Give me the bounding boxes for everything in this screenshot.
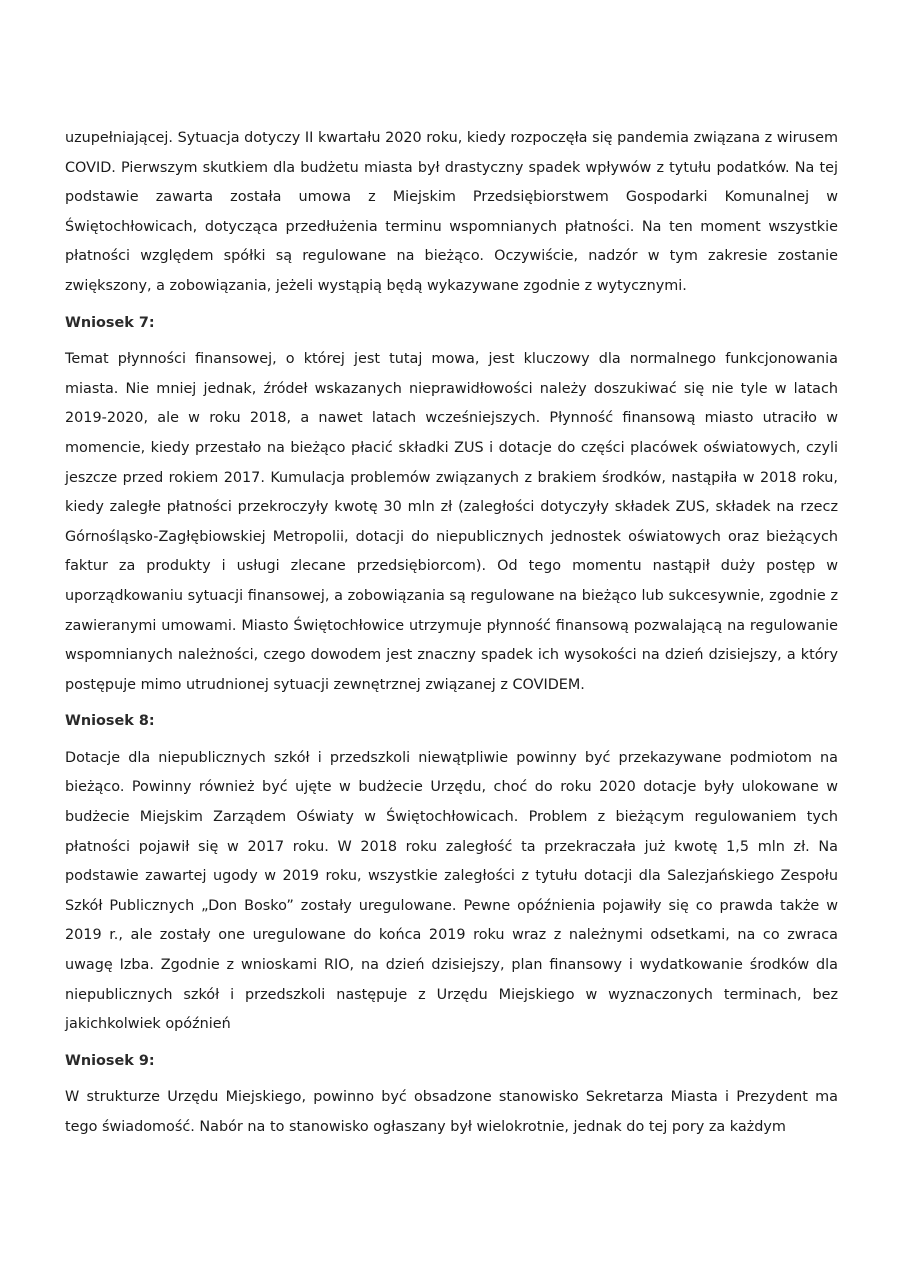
heading-wniosek-7: Wniosek 7: — [65, 314, 155, 331]
paragraph-wniosek-9: W strukturze Urzędu Miejskiego, powinno być obsadzone stanowisko Sekretarza Miasta i Prezydent ma tego świadomość. Nabór na to stanowisko ogłaszany był wielokrotnie, jednak do tej pory za każdym — [65, 1089, 838, 1135]
paragraph-wniosek-7: Temat płynności finansowej, o której jest tutaj mowa, jest kluczowy dla normalnego funkcjonowania miasta. Nie mniej jednak, źródeł wskazanych nieprawidłowości należy doszukiwać się nie tyle w latach 2019-2020, ale w roku 2018, a nawet latach wcześniejszych. Płynność finansową miasto utraciło w momencie, kiedy przestało na bieżąco płacić składki ZUS i dotacje do części placówek oświatowych, czyli jeszcze przed rokiem 2017. Kumulacja problemów związanych z brakiem środków, nastąpiła w 2018 roku, kiedy zaległe płatności przekroczyły kwotę 30 mln zł (zaległości dotyczyły składek ZUS, składek na rzecz Górnośląsko-Zagłębiowskiej Metropolii, dotacji do niepublicznych jednostek oświatowych oraz bieżących faktur za produkty i usługi zlecane przedsiębiorcom). Od tego momentu nastąpił duży postęp w uporządkowaniu sytuacji finansowej, a zobowiązania są regulowane na bieżąco lub sukcesywnie, zgodnie z zawieranymi umowami. Miasto Świętochłowice utrzymuje płynność finansową pozwalającą na regulowanie wspomnianych należności, czego dowodem jest znaczny spadek ich wysokości na dzień dzisiejszy, a który postępuje mimo utrudnionej sytuacji zewnętrznej związanej z COVIDEM. — [65, 351, 838, 693]
heading-wniosek-8: Wniosek 8: — [65, 713, 155, 730]
paragraph-intro: uzupełniającej. Sytuacja dotyczy II kwartału 2020 roku, kiedy rozpoczęła się pandemia związana z wirusem COVID. Pierwszym skutkiem dla budżetu miasta był drastyczny spadek wpływów z tytułu podatków. Na tej podstawie zawarta została umowa z Miejskim Przedsiębiorstwem Gospodarki Komunalnej w Świętochłowicach, dotycząca przedłużenia terminu wspomnianych płatności. Na ten moment wszystkie płatności względem spółki są regulowane na bieżąco. Oczywiście, nadzór w tym zakresie zostanie zwiększony, a zobowiązania, jeżeli wystąpią będą wykazywane zgodnie z wytycznymi. — [65, 130, 838, 294]
document-page — [65, 124, 838, 1150]
heading-wniosek-9: Wniosek 9: — [65, 1052, 155, 1069]
paragraph-wniosek-8: Dotacje dla niepublicznych szkół i przedszkoli niewątpliwie powinny być przekazywane podmiotom na bieżąco. Powinny również być ujęte w budżecie Urzędu, choć do roku 2020 dotacje były ulokowane w budżecie Miejskim Zarządem Oświaty w Świętochłowicach. Problem z bieżącym regulowaniem tych płatności pojawił się w 2017 roku. W 2018 roku zaległość ta przekraczała już kwotę 1,5 mln zł. Na podstawie zawartej ugody w 2019 roku, wszystkie zaległości z tytułu dotacji dla Salezjańskiego Zespołu Szkół Publicznych „Don Bosko” zostały uregulowane. Pewne opóźnienia pojawiły się co prawda także w 2019 r., ale zostały one uregulowane do końca 2019 roku wraz z należnymi odsetkami, na co zwraca uwagę Izba. Zgodnie z wnioskami RIO, na dzień dzisiejszy, plan finansowy i wydatkowanie środków dla niepublicznych szkół i przedszkoli następuje z Urzędu Miejskiego w wyznaczonych terminach, bez jakichkolwiek opóźnień — [65, 749, 838, 1033]
